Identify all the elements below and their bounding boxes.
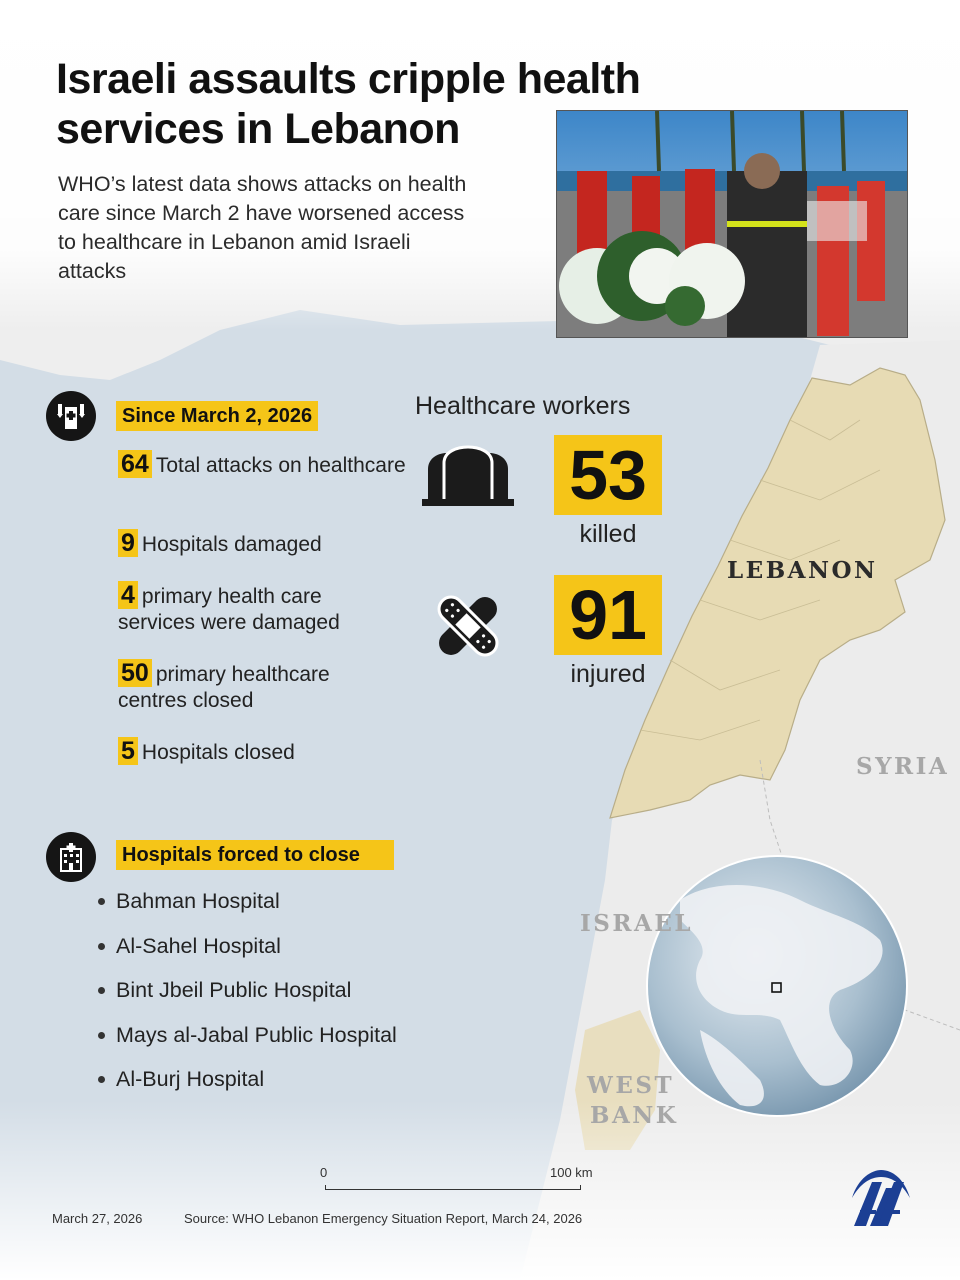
footer-source: Source: WHO Lebanon Emergency Situation Report, March 24, 2026 bbox=[184, 1211, 583, 1226]
west-bank-label-line2: BANK bbox=[590, 1102, 679, 1129]
stat-value: 64 bbox=[118, 450, 152, 478]
locator-globe bbox=[647, 856, 907, 1116]
stat-value: 4 bbox=[118, 581, 138, 609]
bandage-icon bbox=[430, 588, 506, 664]
hospitals-closed-label: Hospitals forced to close bbox=[116, 840, 394, 870]
west-bank-label-line1: WEST bbox=[587, 1072, 675, 1099]
hospital-list bbox=[98, 885, 397, 1108]
stat-item bbox=[118, 660, 378, 714]
injured-count: 91 bbox=[554, 575, 662, 655]
injured-label: injured bbox=[570, 660, 646, 688]
killed-count: 53 bbox=[554, 435, 662, 515]
stat-text: primary health care services were damaged bbox=[118, 585, 340, 634]
list-item: Mays al-Jabal Public Hospital bbox=[98, 1019, 397, 1064]
stat-value: 50 bbox=[118, 659, 152, 687]
stat-text: Hospitals closed bbox=[141, 741, 295, 764]
list-item: Al-Burj Hospital bbox=[98, 1063, 397, 1108]
list-item: Bahman Hospital bbox=[98, 885, 397, 930]
scale-distance: 100 km bbox=[550, 1165, 593, 1180]
list-item: Al-Sahel Hospital bbox=[98, 930, 397, 975]
stat-item bbox=[118, 530, 418, 558]
since-date-label: Since March 2, 2026 bbox=[116, 401, 318, 431]
page-subtitle: WHO’s latest data shows attacks on health care since March 2 have worsened access to healthcare in Lebanon amid Israeli attacks bbox=[58, 172, 467, 283]
stat-item bbox=[118, 738, 418, 766]
hospital-attack-icon bbox=[46, 391, 96, 441]
page-title: Israeli assaults cripple health services in Lebanon bbox=[56, 55, 641, 153]
lebanon-label: LEBANON bbox=[727, 557, 878, 584]
aa-logo bbox=[850, 1168, 912, 1230]
israel-label: ISRAEL bbox=[580, 910, 694, 937]
stat-text: Total attacks on healthcare bbox=[155, 454, 406, 477]
stat-value: 5 bbox=[118, 737, 138, 765]
killed-label: killed bbox=[579, 520, 637, 548]
stat-text: Hospitals damaged bbox=[141, 533, 322, 556]
scale-bar bbox=[325, 1185, 581, 1190]
stat-text: primary healthcare centres closed bbox=[118, 663, 330, 712]
map-scale bbox=[318, 1165, 608, 1195]
gravestones-icon bbox=[420, 445, 516, 509]
scale-zero: 0 bbox=[320, 1165, 328, 1180]
stat-item bbox=[118, 451, 418, 479]
stat-value: 9 bbox=[118, 529, 138, 557]
hospital-building-icon bbox=[46, 832, 96, 882]
news-photo bbox=[556, 110, 908, 338]
list-item: Bint Jbeil Public Hospital bbox=[98, 974, 397, 1019]
healthcare-workers-title: Healthcare workers bbox=[415, 392, 631, 420]
stat-item bbox=[118, 582, 378, 636]
footer-date: March 27, 2026 bbox=[52, 1211, 143, 1226]
syria-label: SYRIA bbox=[856, 753, 950, 780]
